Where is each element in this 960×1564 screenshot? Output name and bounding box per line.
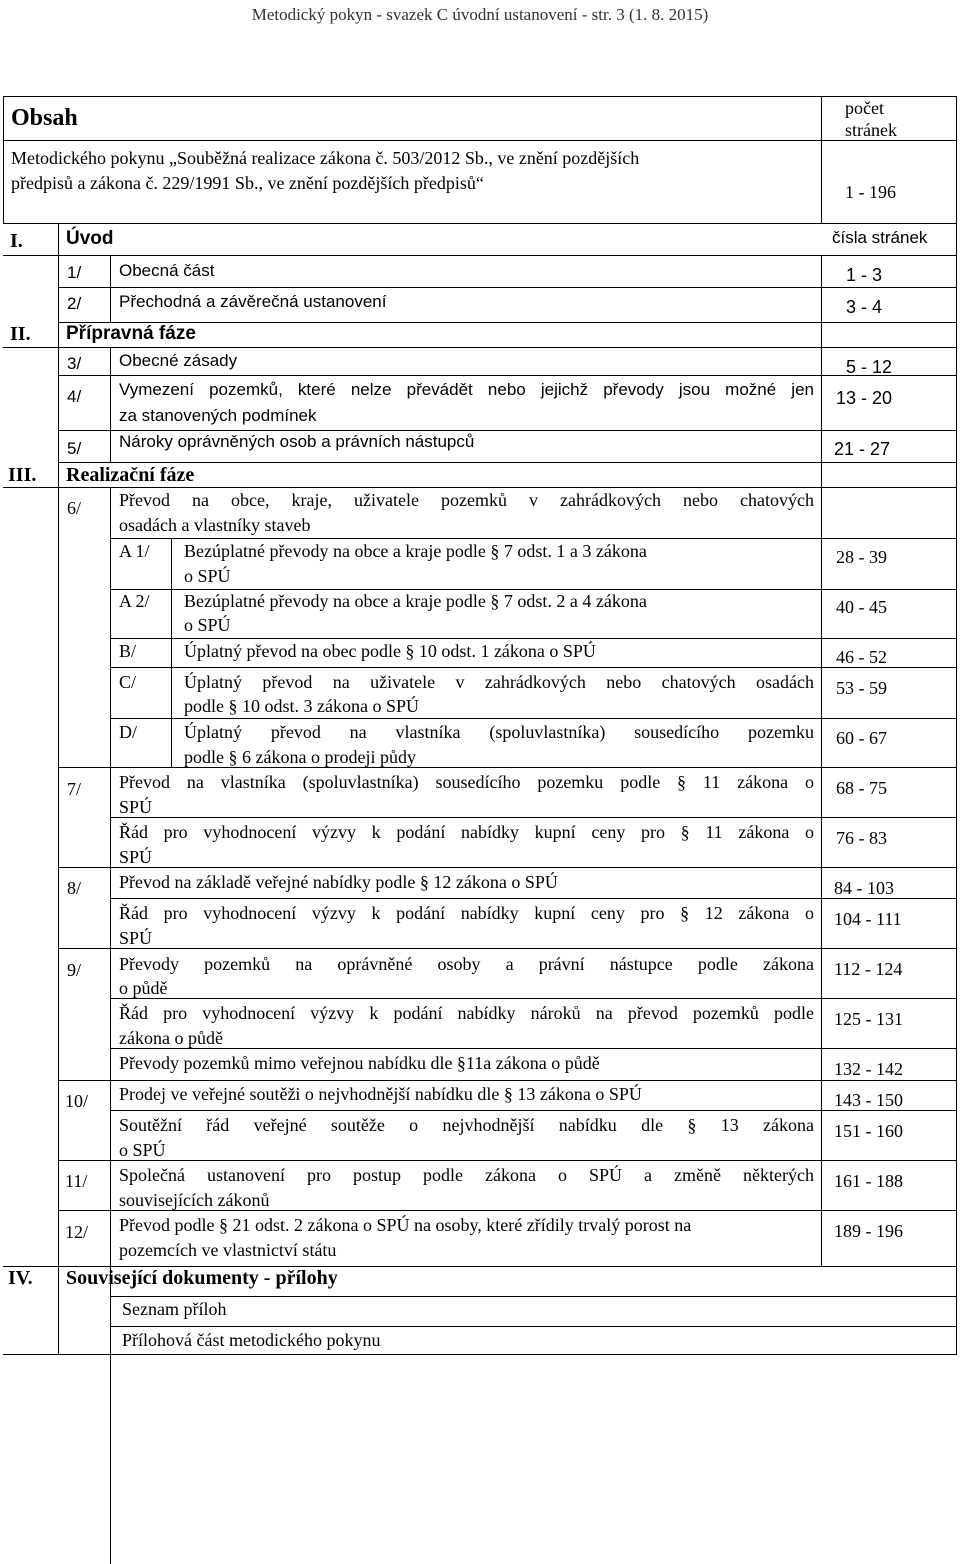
row-pages: 40 - 45 — [836, 597, 887, 617]
row-number: 8/ — [67, 878, 82, 898]
row-number: 12/ — [65, 1222, 89, 1242]
attachment-item: Přílohová část metodického pokynu — [122, 1330, 381, 1350]
row-number: 10/ — [65, 1091, 89, 1111]
row-pages: 104 - 111 — [834, 909, 902, 929]
row-pages: 13 - 20 — [836, 388, 893, 408]
row-pages: 5 - 12 — [846, 357, 893, 377]
row-text-line2: podle § 10 odst. 3 zákona o SPÚ — [184, 696, 419, 716]
summary-text-line2: předpisů a zákona č. 229/1991 Sb., ve znění pozdějších předpisů“ — [11, 173, 484, 193]
row-pages: 84 - 103 — [834, 878, 894, 898]
row-text-line2: o SPÚ — [184, 566, 231, 586]
row-text-line2: SPÚ — [119, 928, 153, 948]
row-text-line1: Převod podle § 21 odst. 2 zákona o SPÚ na osoby, které zřídily trvalý porost na — [119, 1215, 692, 1235]
row-text-line1: Bezúplatné převody na obce a kraje podle § 7 odst. 2 a 4 zákona — [184, 591, 647, 611]
row-text-line2: SPÚ — [119, 847, 153, 867]
row-number: D/ — [119, 722, 137, 742]
page-header: Metodický pokyn - svazek C úvodní ustanovení - str. 3 (1. 8. 2015) — [251, 5, 709, 24]
row-text: Nároky oprávněných osob a právních nástupců — [119, 432, 475, 451]
row-text-line2: o půdě — [119, 978, 168, 998]
row-number: 6/ — [67, 498, 82, 518]
row-text-line1: Převod na vlastníka (spoluvlastníka) sousedícího pozemku podle § 11 zákona o — [119, 772, 814, 792]
row-text: Převod na základě veřejné nabídky podle § 12 zákona o SPÚ — [119, 872, 558, 892]
row-text-line1: Vymezení pozemků, které nelze převádět nebo jejichž převody jsou možné jen — [119, 380, 814, 399]
row-text-line1: Převody pozemků na oprávněné osoby a právní nástupce podle zákona — [119, 954, 814, 974]
row-text-line1: Společná ustanovení pro postup podle zákona o SPÚ a změně některých — [119, 1165, 814, 1185]
row-pages: 112 - 124 — [834, 959, 903, 979]
section-number: II. — [10, 323, 31, 345]
row-number: A 2/ — [119, 591, 150, 611]
row-pages: 143 - 150 — [834, 1090, 903, 1110]
row-text-line2: souvisejících zákonů — [119, 1190, 270, 1210]
row-text-line1: Řád pro vyhodnocení výzvy k podání nabídky kupní ceny pro § 11 zákona o — [119, 822, 814, 842]
row-text-line1: Úplatný převod na vlastníka (spoluvlastníka) sousedícího pozemku — [184, 722, 814, 742]
row-text-line2: SPÚ — [119, 797, 153, 817]
attachment-item: Seznam příloh — [122, 1299, 227, 1319]
page-count-label-2: stránek — [845, 120, 897, 140]
section-number: III. — [8, 464, 37, 486]
summary-text-line1: Metodického pokynu „Souběžná realizace zákona č. 503/2012 Sb., ve znění pozdějších — [11, 148, 640, 168]
row-pages: 151 - 160 — [834, 1121, 903, 1141]
row-text-line2: za stanovených podmínek — [119, 406, 317, 425]
row-pages: 53 - 59 — [836, 678, 887, 698]
contents-title: Obsah — [11, 105, 78, 131]
section-title: Realizační fáze — [66, 464, 195, 486]
section-number: I. — [10, 230, 23, 252]
row-text: Převody pozemků mimo veřejnou nabídku dle §11a zákona o půdě — [119, 1053, 600, 1073]
row-pages: 132 - 142 — [834, 1059, 903, 1079]
row-pages: 60 - 67 — [836, 728, 887, 748]
row-number: 9/ — [67, 960, 82, 980]
row-pages: 125 - 131 — [834, 1009, 903, 1029]
row-number: 5/ — [67, 439, 82, 458]
section-title: Související dokumenty - přílohy — [66, 1267, 338, 1289]
row-pages: 28 - 39 — [836, 547, 887, 567]
section-number: IV. — [8, 1267, 33, 1289]
row-number: 4/ — [67, 387, 82, 406]
row-text-line1: Řád pro vyhodnocení výzvy k podání nabídky nároků na převod pozemků podle — [119, 1003, 814, 1023]
row-pages: 68 - 75 — [836, 778, 887, 798]
row-text-line1: Bezúplatné převody na obce a kraje podle § 7 odst. 1 a 3 zákona — [184, 541, 647, 561]
row-text: Obecná část — [119, 261, 215, 280]
row-number: 3/ — [67, 354, 82, 373]
row-number: A 1/ — [119, 541, 150, 561]
row-text-line2: pozemcích ve vlastnictví státu — [119, 1240, 337, 1260]
row-text: Prodej ve veřejné soutěži o nejvhodnější nabídku dle § 13 zákona o SPÚ — [119, 1084, 642, 1104]
row-number: 1/ — [67, 263, 82, 282]
row-pages: 21 - 27 — [834, 439, 891, 459]
row-text-line1: Převod na obce, kraje, uživatele pozemků v zahrádkových nebo chatových — [119, 490, 814, 510]
row-text-line1: Soutěžní řád veřejné soutěže o nejvhodnější nabídku dle § 13 zákona — [119, 1115, 814, 1135]
row-text: Úplatný převod na obec podle § 10 odst. 1 zákona o SPÚ — [184, 641, 596, 661]
row-text: Obecné zásady — [119, 351, 238, 370]
row-text-line1: Úplatný převod na uživatele v zahrádkových nebo chatových osadách — [184, 672, 814, 692]
row-number: 2/ — [67, 294, 82, 313]
page-numbers-label: čísla stránek — [832, 228, 928, 247]
row-number: 7/ — [67, 779, 82, 799]
page-count-label: počet — [845, 98, 884, 118]
row-pages: 161 - 188 — [834, 1171, 903, 1191]
row-number: C/ — [119, 672, 137, 692]
row-text-line2: o SPÚ — [184, 615, 231, 635]
row-pages: 46 - 52 — [836, 647, 887, 667]
row-text-line2: osadách a vlastníky staveb — [119, 515, 311, 535]
row-pages: 189 - 196 — [834, 1221, 903, 1241]
row-number: 11/ — [65, 1171, 88, 1191]
section-title: Přípravná fáze — [66, 323, 196, 344]
row-pages: 3 - 4 — [846, 297, 883, 317]
row-text-line2: o SPÚ — [119, 1140, 166, 1160]
row-text-line2: zákona o půdě — [119, 1028, 223, 1048]
section-title: Úvod — [66, 228, 114, 249]
row-pages: 1 - 3 — [846, 265, 883, 285]
row-text-line1: Řád pro vyhodnocení výzvy k podání nabídky kupní ceny pro § 12 zákona o — [119, 903, 814, 923]
row-text-line2: podle § 6 zákona o prodeji půdy — [184, 747, 416, 767]
row-number: B/ — [119, 641, 137, 661]
row-pages: 76 - 83 — [836, 828, 887, 848]
row-text: Přechodná a závěrečná ustanovení — [119, 292, 387, 311]
page-count-value: 1 - 196 — [845, 182, 896, 202]
